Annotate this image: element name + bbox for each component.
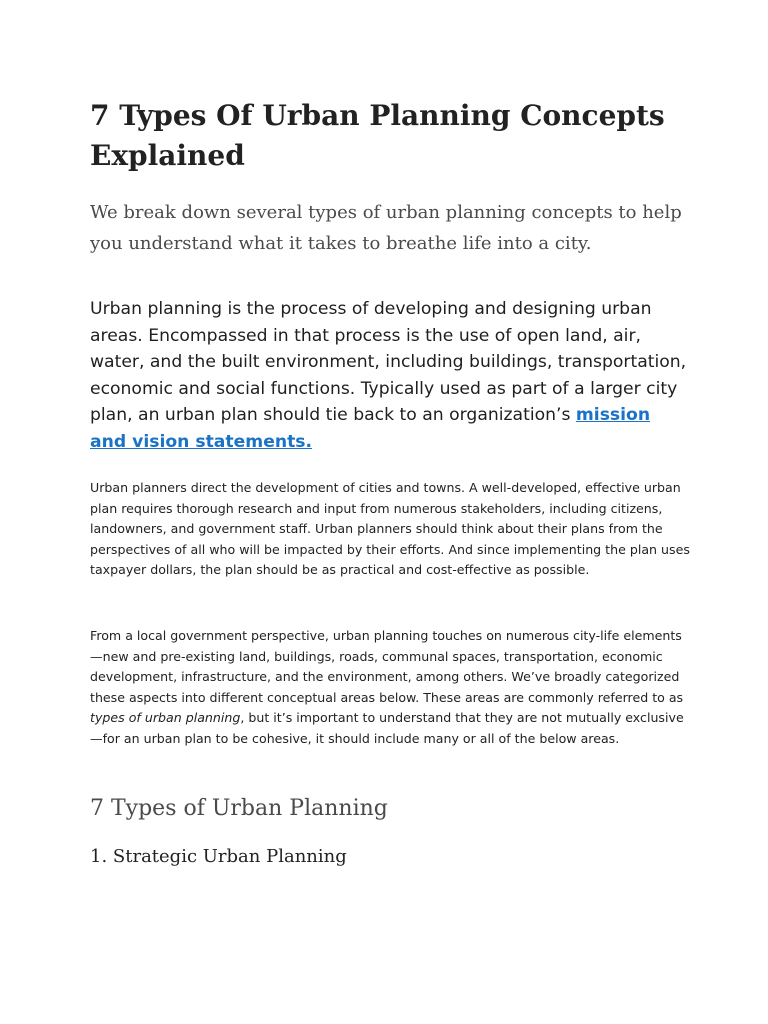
body-paragraph-planners: Urban planners direct the development of cities and towns. A well-developed, effective urban plan requires thorough research and input from numerous stakeholders, including citizens, landowners, and government staff. Urban planners should think about their plans from the perspectives of all who will be impacted by their efforts. And since implementing the plan uses taxpayer dollars, the plan should be as practical and cost-effective as possible.: [90, 480, 690, 577]
paragraph-text-start: From a local government perspective, urban planning touches on numerous city-life elements—new and pre-existing land, buildings, roads, communal spaces, transportation, economic development, infrastructure, and the environment, among others. We’ve broadly categorized these aspects into different conceptual areas below. These areas are commonly referred to as: [90, 628, 684, 705]
paragraph-italic-term: types of urban planning: [90, 710, 241, 725]
paragraph-text-end: , but it’s important to understand that they are not mutually exclusive—for an urban plan to be cohesive, it should include many or all of the below areas.: [90, 710, 684, 746]
subsection-heading: 1. Strategic Urban Planning: [90, 846, 347, 867]
article-subtitle: We break down several types of urban planning concepts to help you understand what it takes to breathe life into a city.: [90, 202, 682, 254]
body-paragraph-local-government: [90, 626, 690, 749]
article-title: 7 Types Of Urban Planning Concepts Explained: [90, 99, 665, 172]
intro-paragraph: [90, 296, 690, 455]
intro-text: Urban planning is the process of developing and designing urban areas. Encompassed in that process is the use of open land, air, water, and the built environment, including buildings, transportation, economic and social functions. Typically used as part of a larger city plan, an urban plan should tie back to an organization’s: [90, 299, 687, 425]
section-heading: 7 Types of Urban Planning: [90, 796, 388, 821]
mission-vision-link[interactable]: mission and vision statements.: [90, 405, 651, 452]
